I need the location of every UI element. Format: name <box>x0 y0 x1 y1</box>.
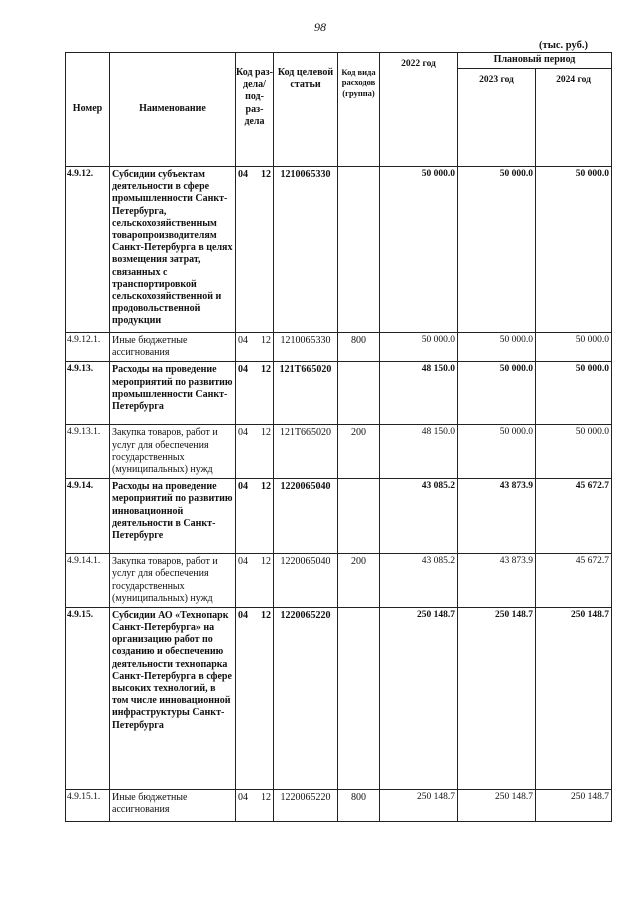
table-row <box>66 554 612 608</box>
row-target-code: 1210065330 <box>274 167 338 333</box>
row-section: 04 <box>238 481 248 493</box>
row-amount-2023: 50 000.0 <box>458 333 536 362</box>
row-expense-code: 800 <box>338 333 380 362</box>
row-section: 04 <box>238 609 248 621</box>
row-expense-code <box>338 167 380 333</box>
row-subsection: 12 <box>261 556 271 568</box>
row-amount-2022: 250 148.7 <box>380 789 458 821</box>
row-target-code: 1220065220 <box>274 789 338 821</box>
table-row <box>66 425 612 479</box>
page-number: 98 <box>314 20 326 34</box>
row-amount-2024: 50 000.0 <box>536 362 612 425</box>
row-section-code <box>236 789 274 821</box>
row-amount-2022: 250 148.7 <box>380 607 458 789</box>
row-name: Иные бюджетные ассигнования <box>110 789 236 821</box>
row-amount-2022: 50 000.0 <box>380 333 458 362</box>
row-expense-code <box>338 607 380 789</box>
row-name: Закупка товаров, работ и услуг для обеспечения государственных (муниципальных) нужд <box>110 425 236 479</box>
row-section: 04 <box>238 169 248 180</box>
row-subsection: 12 <box>261 169 271 180</box>
row-section-code <box>236 607 274 789</box>
row-name: Расходы на проведение мероприятий по развитию промышленности Санкт-Петербурга <box>110 362 236 425</box>
row-expense-code: 200 <box>338 425 380 479</box>
row-section-code <box>236 333 274 362</box>
header-section-code: Код раз- дела/ под- раз- дела <box>236 53 274 167</box>
row-amount-2022: 48 150.0 <box>380 425 458 479</box>
row-target-code: 1210065330 <box>274 333 338 362</box>
row-amount-2023: 50 000.0 <box>458 362 536 425</box>
row-subsection: 12 <box>261 427 271 439</box>
row-number: 4.9.14. <box>66 479 110 554</box>
row-subsection: 12 <box>261 791 271 803</box>
row-number: 4.9.14.1. <box>66 554 110 608</box>
table-row <box>66 607 612 789</box>
row-number: 4.9.15. <box>66 607 110 789</box>
row-amount-2022: 43 085.2 <box>380 479 458 554</box>
row-subsection: 12 <box>261 609 271 621</box>
row-name: Субсидии АО «Технопарк Санкт-Петербурга» на организацию работ по созданию и обеспечению деятельности технопарка Санкт-Петербурга в сфере высоких технологий, в том числе инновационной инфраструктуры Санкт-Петербурга <box>110 607 236 789</box>
table-row <box>66 362 612 425</box>
row-amount-2023: 43 873.9 <box>458 479 536 554</box>
row-name: Субсидии субъектам деятельности в сфере промышленности Санкт-Петербурга, сельскохозяйственным товаропроизводителям Санкт-Петербурга в целях возмещения затрат, связанных с транспортировкой сельскохозяйственной и продовольственной продукции <box>110 167 236 333</box>
row-section: 04 <box>238 427 248 439</box>
header-planned-period: Плановый период <box>458 53 612 69</box>
row-section-code <box>236 554 274 608</box>
row-name: Закупка товаров, работ и услуг для обеспечения государственных (муниципальных) нужд <box>110 554 236 608</box>
row-target-code: 1220065040 <box>274 479 338 554</box>
row-amount-2022: 50 000.0 <box>380 167 458 333</box>
row-amount-2024: 250 148.7 <box>536 789 612 821</box>
row-amount-2023: 43 873.9 <box>458 554 536 608</box>
row-amount-2023: 50 000.0 <box>458 167 536 333</box>
row-amount-2022: 48 150.0 <box>380 362 458 425</box>
units-label: (тыс. руб.) <box>539 40 588 51</box>
row-amount-2023: 250 148.7 <box>458 789 536 821</box>
header-expense-code: Код вида расходов (группа) <box>338 53 380 167</box>
row-name: Расходы на проведение мероприятий по развитию инновационной деятельности в Санкт-Петербурге <box>110 479 236 554</box>
row-amount-2023: 50 000.0 <box>458 425 536 479</box>
row-subsection: 12 <box>261 335 271 346</box>
row-expense-code: 200 <box>338 554 380 608</box>
row-section-code <box>236 362 274 425</box>
row-section-code <box>236 479 274 554</box>
table-row <box>66 479 612 554</box>
header-year-2024: 2024 год <box>536 69 612 167</box>
row-section: 04 <box>238 335 248 346</box>
row-section: 04 <box>238 364 248 376</box>
table-row <box>66 789 612 821</box>
row-amount-2022: 43 085.2 <box>380 554 458 608</box>
row-amount-2024: 50 000.0 <box>536 333 612 362</box>
row-target-code: 121Т665020 <box>274 362 338 425</box>
row-target-code: 1220065040 <box>274 554 338 608</box>
row-subsection: 12 <box>261 481 271 493</box>
row-amount-2024: 45 672.7 <box>536 479 612 554</box>
header-year-2023: 2023 год <box>458 69 536 167</box>
row-number: 4.9.13.1. <box>66 425 110 479</box>
row-section: 04 <box>238 791 248 803</box>
row-section-code <box>236 425 274 479</box>
header-year-2022: 2022 год <box>380 53 458 167</box>
table-row <box>66 167 612 333</box>
header-number: Номер <box>66 53 110 167</box>
row-name: Иные бюджетные ассигнования <box>110 333 236 362</box>
row-amount-2024: 250 148.7 <box>536 607 612 789</box>
table-row <box>66 333 612 362</box>
header-target-code: Код целевой статьи <box>274 53 338 167</box>
row-subsection: 12 <box>261 364 271 376</box>
row-target-code: 1220065220 <box>274 607 338 789</box>
row-expense-code <box>338 362 380 425</box>
row-amount-2024: 45 672.7 <box>536 554 612 608</box>
row-amount-2023: 250 148.7 <box>458 607 536 789</box>
row-section: 04 <box>238 556 248 568</box>
row-amount-2024: 50 000.0 <box>536 425 612 479</box>
budget-table <box>65 52 612 822</box>
row-number: 4.9.12. <box>66 167 110 333</box>
row-number: 4.9.13. <box>66 362 110 425</box>
header-name: Наименование <box>110 53 236 167</box>
row-number: 4.9.12.1. <box>66 333 110 362</box>
row-target-code: 121Т665020 <box>274 425 338 479</box>
row-expense-code: 800 <box>338 789 380 821</box>
row-number: 4.9.15.1. <box>66 789 110 821</box>
row-expense-code <box>338 479 380 554</box>
row-amount-2024: 50 000.0 <box>536 167 612 333</box>
row-section-code <box>236 167 274 333</box>
